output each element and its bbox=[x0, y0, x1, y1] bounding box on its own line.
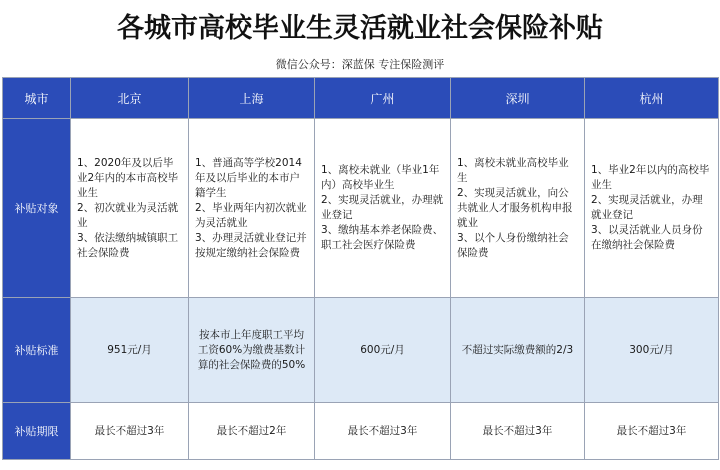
row-label-subsidy-standard: 补贴标准 bbox=[3, 298, 71, 403]
period-cell-beijing: 最长不超过3年 bbox=[71, 403, 189, 460]
object-cell-beijing bbox=[71, 119, 189, 298]
object-cell-guangzhou bbox=[315, 119, 451, 298]
table-row-subsidy-standard bbox=[3, 298, 719, 403]
page-subtitle: 微信公众号：深蓝保 专注保险测评 bbox=[275, 58, 445, 71]
subsidy-table bbox=[2, 77, 719, 460]
standard-cell-hangzhou: 300元/月 bbox=[585, 298, 719, 403]
object-line: 3、依法缴纳城镇职工社会保险费 bbox=[77, 231, 179, 259]
object-cell-shenzhen bbox=[451, 119, 585, 298]
object-cell-shanghai bbox=[189, 119, 315, 298]
header-city: 城市 bbox=[3, 78, 71, 119]
object-line: 1、离校未就业（毕业1年内）高校毕业生 bbox=[321, 164, 440, 191]
period-cell-shanghai: 最长不超过2年 bbox=[189, 403, 315, 460]
header-beijing: 北京 bbox=[71, 78, 189, 119]
object-line: 3、以个人身份缴纳社会保险费 bbox=[457, 231, 569, 259]
object-line: 3、缴纳基本养老保险费、职工社会医疗保险费 bbox=[321, 224, 444, 251]
header-shanghai: 上海 bbox=[189, 78, 315, 119]
object-line: 1、2020年及以后毕业2年内的本市高校毕业生 bbox=[77, 156, 179, 199]
table-row-subsidy-period bbox=[3, 403, 719, 460]
object-line: 3、以灵活就业人员身份在缴纳社会保险费 bbox=[591, 224, 703, 251]
table-header-row bbox=[3, 78, 719, 119]
page-title: 各城市高校毕业生灵活就业社会保险补贴 bbox=[117, 13, 603, 44]
object-line: 1、普通高等学校2014年及以后毕业的本市户籍学生 bbox=[195, 156, 302, 199]
standard-cell-shanghai: 按本市上年度职工平均工资60%为缴费基数计算的社会保险费的50% bbox=[189, 298, 315, 403]
standard-cell-shenzhen: 不超过实际缴费额的2/3 bbox=[451, 298, 585, 403]
object-line: 2、实现灵活就业，办理就业登记 bbox=[591, 194, 703, 221]
period-cell-shenzhen: 最长不超过3年 bbox=[451, 403, 585, 460]
object-line: 2、毕业两年内初次就业为灵活就业 bbox=[195, 201, 307, 229]
object-line: 2、实现灵活就业，向公共就业人才服务机构申报就业 bbox=[457, 186, 573, 229]
period-cell-guangzhou: 最长不超过3年 bbox=[315, 403, 451, 460]
table-row-subsidy-object bbox=[3, 119, 719, 298]
header-shenzhen: 深圳 bbox=[451, 78, 585, 119]
object-line: 3、办理灵活就业登记并按规定缴纳社会保险费 bbox=[195, 231, 307, 259]
object-line: 2、初次就业为灵活就业 bbox=[77, 201, 179, 229]
header-hangzhou: 杭州 bbox=[585, 78, 719, 119]
standard-cell-guangzhou: 600元/月 bbox=[315, 298, 451, 403]
row-label-subsidy-period: 补贴期限 bbox=[3, 403, 71, 460]
object-line: 2、实现灵活就业，办理就业登记 bbox=[321, 194, 444, 221]
row-label-subsidy-object: 补贴对象 bbox=[3, 119, 71, 298]
object-cell-hangzhou bbox=[585, 119, 719, 298]
period-cell-hangzhou: 最长不超过3年 bbox=[585, 403, 719, 460]
object-line: 1、毕业2年以内的高校毕业生 bbox=[591, 164, 710, 191]
header-guangzhou: 广州 bbox=[315, 78, 451, 119]
object-line: 1、离校未就业高校毕业生 bbox=[457, 156, 569, 184]
standard-cell-beijing: 951元/月 bbox=[71, 298, 189, 403]
